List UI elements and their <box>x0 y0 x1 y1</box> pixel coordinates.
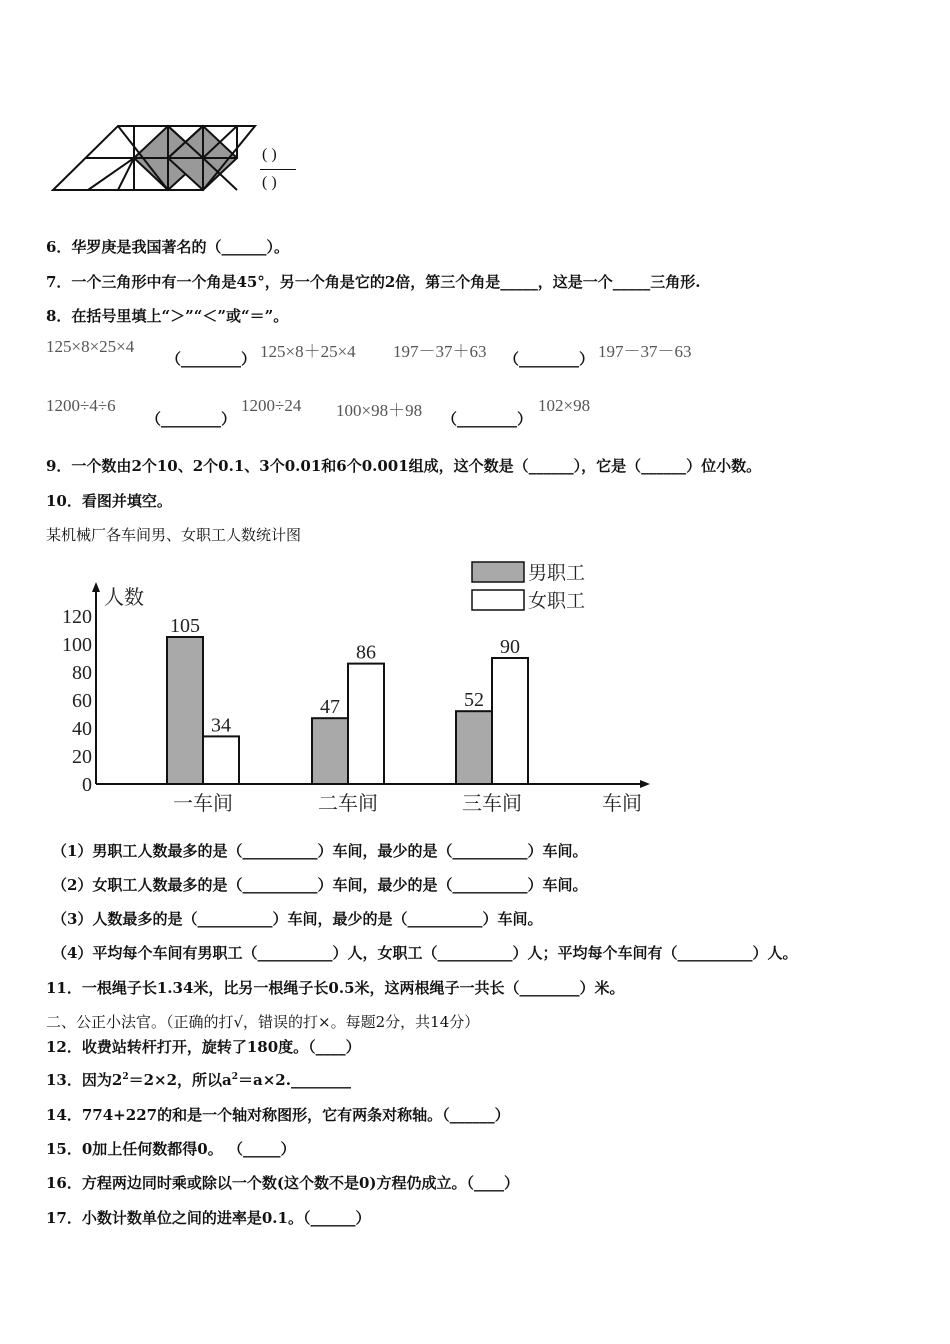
q8-blank-3[interactable]: （________） <box>146 410 237 428</box>
bar-value-label: 86 <box>356 641 376 664</box>
x-tick-label: 一车间 <box>173 793 233 815</box>
question-7: 7．一个三角形中有一个角是45°，另一个角是它的2倍，第三个角是_____，这是一个_____三角形. <box>46 273 701 291</box>
bar-value-label: 47 <box>320 696 340 719</box>
q8-blank-4[interactable]: （________） <box>442 410 533 428</box>
q8-expr-8: 102×98 <box>538 396 591 415</box>
q8-blank-2[interactable]: （________） <box>504 350 595 368</box>
x-tick-label: 三车间 <box>462 793 522 815</box>
q8-expr-2: 125×8＋25×4 <box>260 342 356 361</box>
bar-value-label: 34 <box>211 714 231 737</box>
q10-sub-4: （4）平均每个车间有男职工（__________）人，女职工（__________）人；平均每个车间有（__________）人。 <box>52 944 798 962</box>
y-tick-label: 0 <box>82 774 92 796</box>
question-14: 14．774+227的和是一个轴对称图形，它有两条对称轴。（______） <box>46 1106 510 1124</box>
question-11: 11．一根绳子长1.34米，比另一根绳子长0.5米，这两根绳子一共长（________）米。 <box>46 979 625 997</box>
q10-sub-1: （1）男职工人数最多的是（__________）车间，最少的是（__________）车间。 <box>52 842 588 860</box>
q8-expr-7: 100×98＋98 <box>336 401 423 420</box>
fraction-denominator[interactable]: ( ) <box>262 174 277 191</box>
legend-label: 男职工 <box>528 563 586 584</box>
y-tick-label: 120 <box>62 606 92 628</box>
q10-sub-3: （3）人数最多的是（__________）车间，最少的是（__________）车间。 <box>52 910 543 928</box>
x-axis-label: 车间 <box>602 793 642 815</box>
legend-label: 女职工 <box>528 591 586 612</box>
y-axis-arrow <box>92 582 100 592</box>
q8-expr-6: 1200÷24 <box>241 396 302 415</box>
y-tick-label: 60 <box>72 690 92 712</box>
legend-swatch-male <box>472 562 524 582</box>
legend-swatch-female <box>472 590 524 610</box>
question-13: 13．因为$2^2=2\times 2$，所以$a^2=a\times 2.\_\_\_\_\_\_\_\_$ <box>46 1071 351 1089</box>
q8-expr-3: 197－37＋63 <box>393 342 487 361</box>
bar-chart <box>40 552 660 822</box>
bar-value-label: 52 <box>464 689 484 712</box>
bar-female <box>492 658 528 784</box>
bar-male <box>312 718 348 784</box>
y-tick-label: 80 <box>72 662 92 684</box>
question-17: 17．小数计数单位之间的进率是0.1。（______） <box>46 1209 371 1227</box>
bar-male <box>167 637 203 784</box>
y-tick-label: 100 <box>62 634 92 656</box>
bar-value-label: 105 <box>170 615 200 637</box>
bar-male <box>456 711 492 784</box>
y-tick-label: 20 <box>72 746 92 768</box>
y-axis-label: 人数 <box>104 587 144 609</box>
bar-value-label: 90 <box>500 636 520 658</box>
y-tick-label: 40 <box>72 718 92 740</box>
x-axis-arrow <box>640 780 650 788</box>
question-16: 16．方程两边同时乘或除以一个数(这个数不是0)方程仍成立。（____） <box>46 1174 520 1192</box>
question-10: 10．看图并填空。 <box>46 492 172 510</box>
bar-female <box>203 736 239 784</box>
q8-expr-1: 125×8×25×4 <box>46 337 135 356</box>
q8-expr-5: 1200÷4÷6 <box>46 396 116 415</box>
fraction-numerator[interactable]: ( ) <box>262 146 277 163</box>
q8-blank-1[interactable]: （________） <box>166 350 257 368</box>
q8-expr-4: 197－37－63 <box>598 342 692 361</box>
bar-female <box>348 664 384 784</box>
x-tick-label: 二车间 <box>318 793 378 815</box>
q10-sub-2: （2）女职工人数最多的是（__________）车间，最少的是（__________）车间。 <box>52 876 588 894</box>
question-15: 15．0加上任何数都得0。 （_____） <box>46 1140 296 1158</box>
section-2-heading: 二、公正小法官。（正确的打√，错误的打×。每题2分，共14分） <box>46 1013 480 1031</box>
fraction-bar <box>260 169 296 170</box>
question-6: 6．华罗庚是我国著名的（______）。 <box>46 238 289 256</box>
question-12: 12．收费站转杆打开，旋转了180度。（____） <box>46 1038 361 1056</box>
question-8-title: 8．在括号里填上“＞”“＜”或“＝”。 <box>46 307 289 325</box>
question-9: 9．一个数由2个10、2个0.1、3个0.01和6个0.001组成，这个数是（______），它是（______）位小数。 <box>46 457 762 475</box>
chart-title: 某机械厂各车间男、女职工人数统计图 <box>46 526 302 544</box>
parallelogram-figure <box>48 118 263 200</box>
